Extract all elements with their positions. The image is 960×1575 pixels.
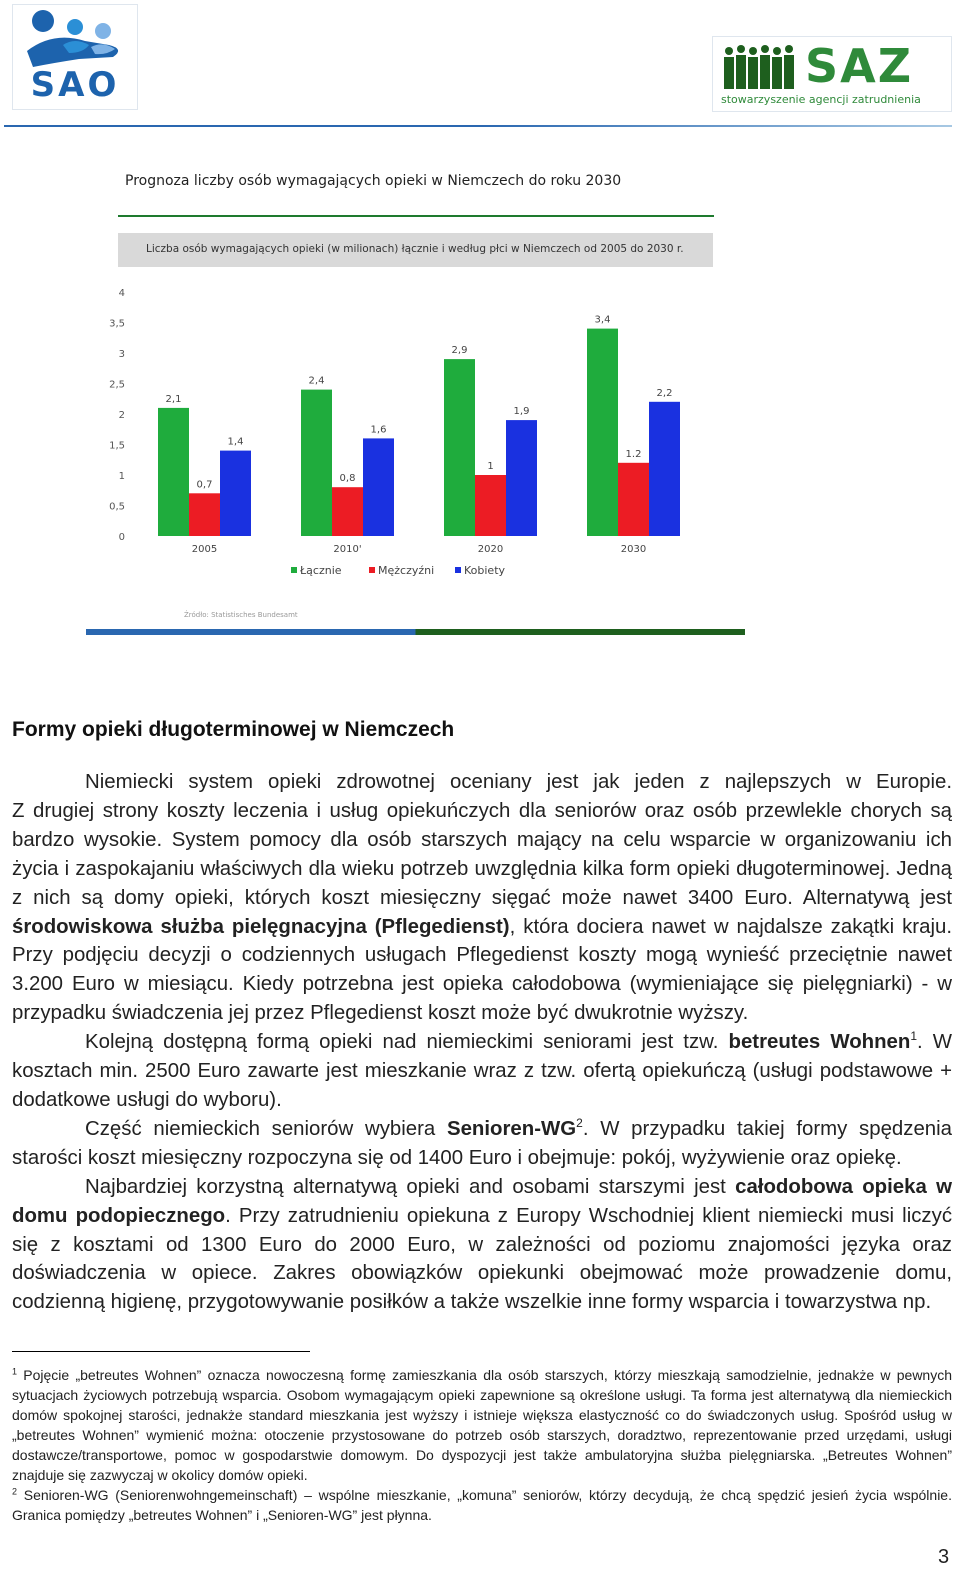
bold-term: całodobowa opieka w domu podopiecznego xyxy=(12,1175,952,1227)
chart-title: Prognoza liczby osób wymagających opieki w Niemczech do roku 2030 xyxy=(125,173,622,189)
bar-value-label: 2,2 xyxy=(656,387,673,399)
paragraph-text: Niemiecki system opieki zdrowotnej oceniany jest jak jeden z najlepszych w Europie. xyxy=(85,771,952,793)
paragraph-text: , która dociera nawet w najdalsze zakątki kraju. Przy podjęciu decyzji o codziennych usługach Pflegedienst koszty mogą wynieść przeciętnie nawet 3.200 Euro w miesiącu. Kiedy potrzebna jest opieka całodobowa (wymieniające się pielęgniarki) - w przypadku świadczenia jej przez Pflegedienst koszt może być dwukrotnie wyższy. xyxy=(12,915,952,1025)
bar-value-label: 1 xyxy=(487,461,494,472)
bar-value-label: 0,8 xyxy=(339,473,356,485)
x-tick-label: 2005 xyxy=(191,544,218,555)
legend-swatch xyxy=(369,567,375,573)
y-tick-label: 1 xyxy=(118,471,125,482)
legend-label: Mężczyźni xyxy=(378,564,435,577)
bar xyxy=(649,402,680,536)
bold-term: Senioren-WG xyxy=(446,1117,577,1140)
bar xyxy=(363,438,394,536)
bar xyxy=(189,493,220,536)
people-crowd-icon xyxy=(721,43,803,91)
bar xyxy=(618,463,649,536)
paragraph xyxy=(12,797,952,1028)
y-tick-label: 2,5 xyxy=(109,379,125,391)
bar-value-label: 1,4 xyxy=(227,436,244,448)
footnote-text: Senioren-WG (Seniorenwohngemeinschaft) – wspólne mieszkanie, „komuna” seniorów, którzy decydują, że chcą spędzić jesień życia wspólnie. Granica pomiędzy „betreutes Wohnen” i „Senioren-WG” jest płynna. xyxy=(12,1487,952,1523)
bar xyxy=(475,475,506,536)
bold-term: betreutes Wohnen xyxy=(728,1031,911,1054)
y-tick-label: 2 xyxy=(118,410,125,421)
bar xyxy=(506,420,537,536)
bar xyxy=(332,487,363,536)
sao-logo-text: SAO xyxy=(30,65,120,105)
bar xyxy=(220,451,251,536)
paragraph-text: Część niemieckich seniorów wybiera xyxy=(85,1117,447,1140)
chart-bottom-bar xyxy=(86,629,745,635)
chart-source: Źródło: Statistisches Bundesamt xyxy=(184,611,298,619)
paragraph-text: . Przy zatrudnieniu opiekuna z Europy Wschodniej klient niemiecki musi liczyć się z kosztami od 1300 Euro do 2000 Euro, w zależności od poziomu znajomości języka oraz doświadczenia w opiece. Zakres obowiązków opiekunki obejmować może prowadzenie domu, codzienną higienę, przygotowywanie posiłków a także wszelkie inne formy wsparcia i towarzystwa np. xyxy=(12,1204,953,1314)
paragraph-text: . W przypadku takiej formy spędzenia starości koszt miesięczny rozpoczyna się od 1400 Euro i obejmuje: pokój, wyżywienie oraz opiekę. xyxy=(12,1117,952,1169)
footnote-ref[interactable]: 1 xyxy=(910,1029,918,1044)
header-divider xyxy=(4,125,952,127)
y-tick-label: 4 xyxy=(118,288,125,299)
x-axis-labels xyxy=(192,544,646,555)
y-tick-label: 3,5 xyxy=(109,318,125,330)
footnote-number: 1 xyxy=(12,1366,18,1377)
bar-value-label: 2,9 xyxy=(451,345,468,357)
y-tick-label: 0 xyxy=(118,532,125,543)
body-text xyxy=(12,768,952,1317)
footnote-text: Pojęcie „betreutes Wohnen” oznacza nowoczesną formę zamieszkania dla osób starszych, którzy mieszkają samodzielnie, jednakże w pewnych sytuacjach życiowych potrzebują wsparcia. Osobom wymagającym opieki zapewnione są określone usługi. Ta forma jest alternatywą dla niemieckich domów spokojnej starości, jednakże standard mieszkania jest wyższy i istnieje większa elastyczność co do świadczonych usług. Spośród usług w „betreutes Wohnen” wymienić można: otoczenie przystosowane do potrzeb osób starszych, doradztwo, reprezentowanie przed urzędami, usługi dostawcze/transportowe, pomoc w gospodarstwie domowym. Do dyspozycji jest także ambulatoryjna służba pielęgniarska. „Betreutes Wohnen” znajduje się zazwyczaj w okolicy domów opieki. xyxy=(12,1367,952,1483)
bar xyxy=(158,408,189,536)
paragraph xyxy=(12,1028,952,1115)
y-tick-label: 1,5 xyxy=(109,440,125,452)
chart-legend xyxy=(291,564,506,577)
paragraph xyxy=(12,1173,952,1318)
x-tick-label: 2010' xyxy=(333,544,362,555)
paragraph xyxy=(12,1115,952,1173)
legend-swatch xyxy=(455,567,461,573)
bar-value-label: 1.2 xyxy=(625,448,642,460)
bar-value-label: 0,7 xyxy=(196,479,213,491)
paragraph-text: . W kosztach min. 2500 Euro zawarte jest mieszkanie wraz z tzw. ofertą opiekuńczą (usługi podstawowe + dodatkowe usługi do wyboru). xyxy=(12,1031,952,1111)
paragraph-text: Kolejną dostępną formą opieki nad niemieckimi seniorami jest tzw. xyxy=(85,1031,729,1054)
footnote-divider xyxy=(12,1351,310,1352)
sao-logo xyxy=(12,4,138,110)
footnotes xyxy=(12,1365,952,1525)
saz-logo xyxy=(712,36,952,112)
bar xyxy=(301,390,332,536)
bar-chart xyxy=(95,280,735,610)
footnote-ref[interactable]: 2 xyxy=(576,1116,583,1131)
paragraph xyxy=(12,768,952,797)
y-tick-label: 0,5 xyxy=(109,501,125,513)
paragraph-text: Z drugiej strony koszty leczenia i usług opiekuńczych dla seniorów oraz osób przewlekle chorych są bardzo wysokie. System pomocy dla osób starszych mający na celu wsparcie w organizowaniu ich życia i zaspokajaniu właściwych dla wieku potrzeb uwzględnia kilka form opieki długoterminowej. Jedną z nich są domy opieki, których koszt miesięczny sięgać może nawet 3400 Euro. Alternatywą jest xyxy=(12,799,952,909)
legend-label: Kobiety xyxy=(464,564,506,577)
bar-value-label: 2,4 xyxy=(308,375,325,387)
bar-value-label: 1,6 xyxy=(370,424,387,436)
saz-logo-subtitle: stowarzyszenie agencji zatrudnienia xyxy=(721,93,921,106)
bar xyxy=(587,329,618,536)
y-tick-label: 3 xyxy=(118,349,125,360)
paragraph-text: Najbardziej korzystną alternatywą opieki and osobami starszymi jest xyxy=(85,1175,736,1198)
footnote-1 xyxy=(12,1365,952,1485)
section-heading: Formy opieki długoterminowej w Niemczech xyxy=(12,718,455,741)
saz-logo-text: SAZ xyxy=(805,39,914,93)
x-tick-label: 2020 xyxy=(477,544,504,555)
bar-value-label: 3,4 xyxy=(594,314,611,326)
y-axis-ticks xyxy=(109,288,125,543)
footnote-2 xyxy=(12,1485,952,1525)
bar-value-label: 2,1 xyxy=(165,393,182,405)
x-tick-label: 2030 xyxy=(620,544,647,555)
chart-subtitle: Liczba osób wymagających opieki (w milionach) łącznie i według płci w Niemczech od 2005 do 2030 r. xyxy=(146,243,684,255)
page-number: 3 xyxy=(938,1546,950,1568)
chart-bars xyxy=(158,329,680,536)
bar xyxy=(444,359,475,536)
bar-value-label: 1,9 xyxy=(513,406,530,418)
legend-swatch xyxy=(291,567,297,573)
footnote-number: 2 xyxy=(12,1486,18,1497)
chart-title-rule xyxy=(118,215,714,217)
legend-label: Łącznie xyxy=(300,564,342,577)
bold-term: środowiskowa służba pielęgnacyjna (Pflegedienst) xyxy=(12,915,510,938)
